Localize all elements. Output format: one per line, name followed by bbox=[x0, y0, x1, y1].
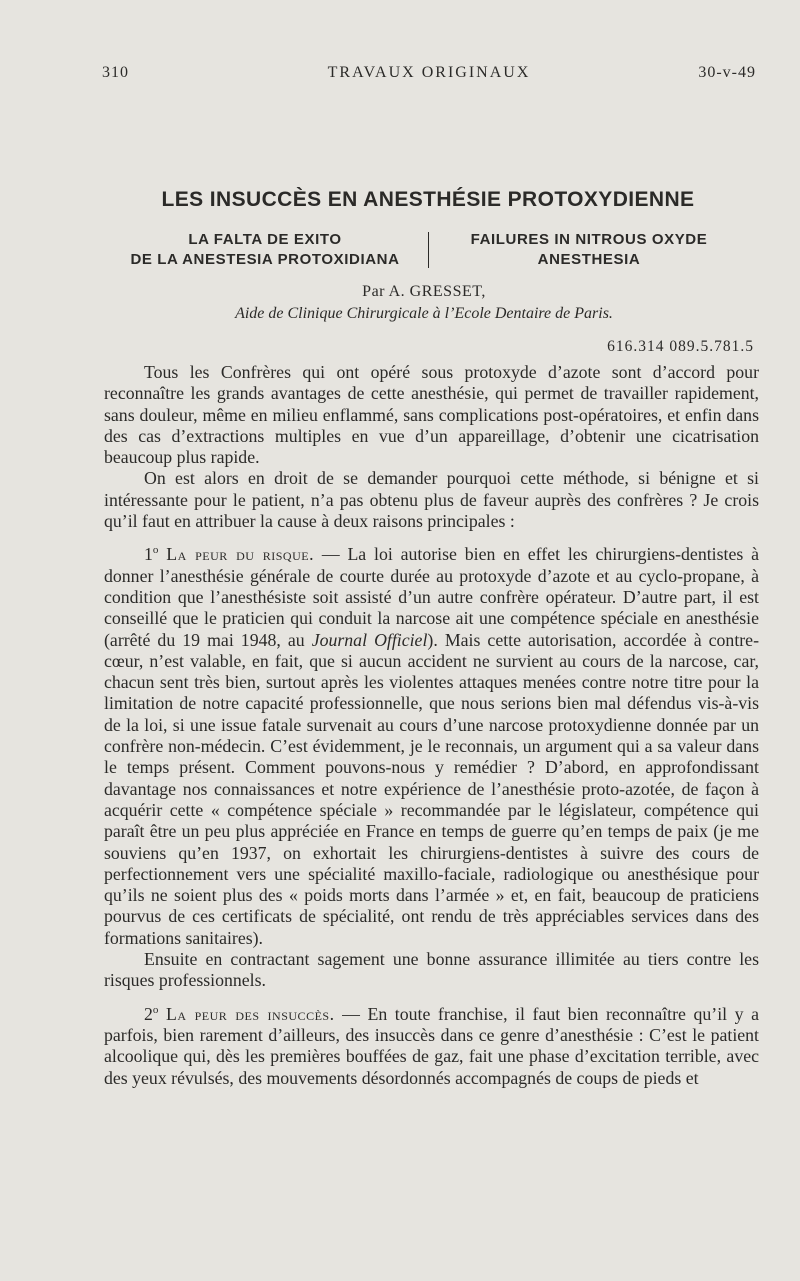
paragraph-3 bbox=[104, 544, 759, 949]
classification-code: 616.314 089.5.781.5 bbox=[607, 338, 754, 355]
issue-date: 30-v-49 bbox=[698, 64, 756, 81]
english-title-line1: FAILURES IN NITROUS OXYDE bbox=[470, 231, 708, 248]
title-divider bbox=[428, 232, 429, 268]
article-title: LES INSUCCÈS EN ANESTHÉSIE PROTOXYDIENNE bbox=[161, 188, 695, 211]
spanish-title bbox=[104, 230, 426, 270]
spanish-title-line1: LA FALTA DE EXITO bbox=[188, 231, 342, 248]
author-byline: Par A. GRESSET, bbox=[362, 283, 486, 300]
paragraph-2: On est alors en droit de se demander pourquoi cette méthode, si bénigne et si intéressante pour le patient, n’a pas obtenu plus de faveur auprès des confrères ? Je crois qu’il faut en attribuer la cause à deux raisons principales : bbox=[104, 468, 759, 532]
section-heading: La peur du risque. bbox=[166, 544, 315, 565]
paragraph-3-text-b: ). Mais cette autorisation, accordée à contre-cœur, n’est valable, en fait, que si aucun accident ne survient au cours de la narcose, car, chacun sent très bien, surtout après les violentes attaques menées contre notre titre pour la limitation de notre capacité professionnelle, que nous serions bien mal défendus vis-à-vis de la loi, si une issue fatale survenait au cours d’une narcose protoxydienne donnée par un confrère non-médecin. C’est évidemment, je le reconnais, un argument qui a sa valeur dans le temps présent. Comment pouvons-nous y remédier ? D’abord, en approfondissant davantage nos connaissances et notre expérience de l’anesthésie proto-azotée, de façon à acquérir cette « compétence spéciale » recommandée par le législateur, compétence qui paraît être un peu plus appréciée en France en temps de guerre qu’en temps de paix (je me souviens qu’en 1937, on exhortait les chirurgiens-dentistes à suivre des cours de perfectionnement vers une spécialité maxillo-faciale, radiologique ou anesthésique pour qu’ils ne soient plus des « poids morts dans l’armée » et, en fait, beaucoup de praticiens pourvus de ces certificats de spécialité, ont rendu de très appréciables services dans des formations sanitaires). bbox=[104, 629, 759, 948]
article-body bbox=[104, 362, 759, 1089]
paragraph-3-text-a: — La loi autorise bien en effet les chirurgiens-dentistes à donner l’anesthésie générale de courte durée au protoxyde d’azote et au cyclo-propane, à condition que l’anesthésiste soit assisté d’un autre confrère opérateur. D’autre part, il est conseillé que le praticien qui conduit la narcose ait une compétence spéciale en anesthésie (arrêté du 19 mai 1948, au bbox=[104, 544, 759, 650]
journal-reference: Journal Officiel bbox=[311, 629, 428, 650]
ordinal-marker: o bbox=[152, 544, 159, 557]
spanish-title-line2: DE LA ANESTESIA PROTOXIDIANA bbox=[130, 251, 400, 268]
section-heading: La peur des insuccès. bbox=[165, 1003, 335, 1024]
journal-section: TRAVAUX ORIGINAUX bbox=[327, 64, 531, 81]
ordinal-marker: o bbox=[152, 1003, 159, 1016]
paragraph-4: Ensuite en contractant sagement une bonne assurance illimitée au tiers contre les risques professionnels. bbox=[104, 949, 759, 991]
english-title bbox=[434, 230, 744, 270]
paragraph-1: Tous les Confrères qui ont opéré sous protoxyde d’azote sont d’accord pour reconnaître les grands avantages de cette anesthésie, qui permet de travailler rapidement, sans douleur, même en milieu enflammé, sans complications post-opératoires, et enfin dans des cas d’extractions multiples en vue d’un appareillage, d’obtenir une cicatrisation beaucoup plus rapide. bbox=[104, 362, 759, 468]
author-affiliation: Aide de Clinique Chirurgicale à l’Ecole Dentaire de Paris. bbox=[235, 305, 613, 322]
paragraph-5 bbox=[104, 1004, 759, 1089]
paragraph-5-text: — En toute franchise, il faut bien reconnaître qu’il y a parfois, bien rarement d’ailleurs, des insuccès dans ce genre d’anesthésie : C’est le patient alcoolique qui, dès les premières bouffées de gaz, fait une phase d’excitation terrible, avec des yeux révulsés, des mouvements désordonnés accompagnés de coups de pieds et bbox=[104, 1003, 759, 1088]
running-head bbox=[102, 64, 756, 86]
section-number: 2 bbox=[144, 1003, 153, 1024]
section-number: 1 bbox=[144, 544, 153, 565]
english-title-line2: ANESTHESIA bbox=[537, 251, 641, 268]
page-number: 310 bbox=[102, 64, 129, 81]
translated-titles bbox=[104, 230, 744, 270]
